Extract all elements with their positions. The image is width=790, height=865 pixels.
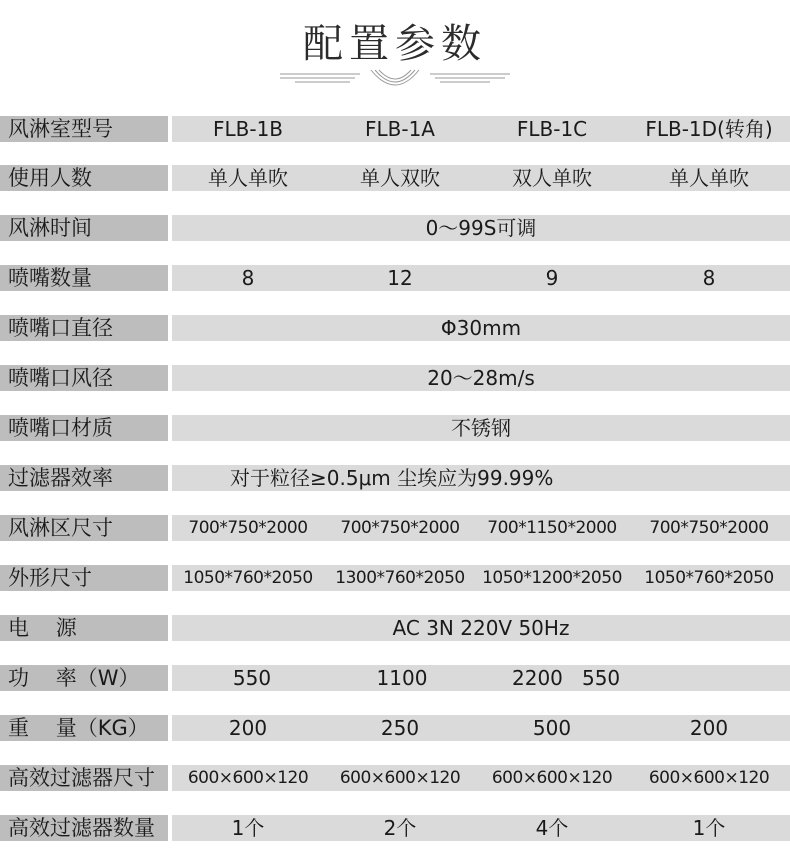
value-cell: 1300*760*2050: [335, 568, 465, 588]
value-cell: 700*750*2000: [188, 518, 308, 538]
row-values: [172, 715, 790, 741]
table-row: [0, 165, 790, 191]
value-cell: FLB-1D(转角): [645, 117, 773, 141]
row-label: 喷嘴数量: [0, 265, 168, 291]
value-cell: 4个: [535, 816, 569, 840]
value-cell: 单人双吹: [360, 166, 440, 190]
row-values: [172, 265, 790, 291]
value-cell: FLB-1B: [212, 117, 284, 141]
row-label: 风淋室型号: [0, 116, 168, 142]
row-label: 过滤器效率: [0, 465, 168, 491]
row-label: 喷嘴口材质: [0, 415, 168, 441]
table-row: [0, 215, 790, 241]
value-cell: 双人单吹: [512, 166, 592, 190]
row-values: [172, 415, 790, 441]
value-cell: 1100: [376, 666, 428, 690]
value-cell: 单人单吹: [208, 166, 288, 190]
value-cell: 1个: [231, 816, 265, 840]
row-label: 功 率（W）: [0, 665, 168, 691]
value-cell: 对于粒径≥0.5μm 尘埃应为99.99%: [230, 466, 554, 490]
table-row: [0, 665, 790, 691]
row-values: [172, 315, 790, 341]
value-cell: 700*750*2000: [340, 518, 460, 538]
row-label: 使用人数: [0, 165, 168, 191]
sound-wave-decoration: [275, 66, 515, 96]
value-cell: 700*1150*2000: [487, 518, 617, 538]
row-label: 风淋时间: [0, 215, 168, 241]
value-cell: 0～99S可调: [425, 216, 537, 240]
row-values: [172, 116, 790, 142]
table-row: [0, 565, 790, 591]
value-cell: 2200 550: [512, 666, 621, 690]
value-cell: 600×600×120: [648, 768, 770, 788]
row-values: [172, 165, 790, 191]
row-values: [172, 515, 790, 541]
row-values: [172, 615, 790, 641]
value-cell: 8: [702, 266, 716, 290]
row-values: [172, 565, 790, 591]
table-row: [0, 515, 790, 541]
value-cell: 1个: [692, 816, 726, 840]
row-values: [172, 815, 790, 841]
table-row: [0, 815, 790, 841]
value-cell: 700*750*2000: [649, 518, 769, 538]
table-row: [0, 465, 790, 491]
row-values: [172, 665, 790, 691]
table-row: [0, 415, 790, 441]
table-row: [0, 365, 790, 391]
row-label: 重 量（KG）: [0, 715, 168, 741]
row-values: [172, 765, 790, 791]
value-cell: 20～28m/s: [427, 366, 535, 390]
row-values: [172, 465, 790, 491]
value-cell: 500: [532, 716, 572, 740]
row-label: 喷嘴口直径: [0, 315, 168, 341]
table-row: [0, 615, 790, 641]
value-cell: 200: [228, 716, 268, 740]
table-row: [0, 265, 790, 291]
value-cell: AC 3N 220V 50Hz: [392, 616, 570, 640]
value-cell: 12: [387, 266, 413, 290]
page-title: 配置参数: [303, 21, 487, 67]
value-cell: 不锈钢: [451, 416, 511, 440]
value-cell: 1050*760*2050: [644, 568, 774, 588]
value-cell: FLB-1A: [365, 117, 435, 141]
value-cell: 1050*760*2050: [183, 568, 313, 588]
table-row: [0, 315, 790, 341]
value-cell: 200: [689, 716, 729, 740]
value-cell: 250: [380, 716, 420, 740]
table-row: [0, 116, 790, 142]
row-values: [172, 365, 790, 391]
row-label: 电 源: [0, 615, 168, 641]
value-cell: 600×600×120: [187, 768, 309, 788]
value-cell: 2个: [383, 816, 417, 840]
table-row: [0, 715, 790, 741]
table-row: [0, 765, 790, 791]
value-cell: 单人单吹: [669, 166, 749, 190]
row-values: [172, 215, 790, 241]
value-cell: Φ30mm: [440, 316, 522, 340]
value-cell: 9: [545, 266, 559, 290]
value-cell: 600×600×120: [339, 768, 461, 788]
value-cell: 1050*1200*2050: [482, 568, 622, 588]
value-cell: 550: [232, 666, 272, 690]
value-cell: 600×600×120: [491, 768, 613, 788]
row-label: 风淋区尺寸: [0, 515, 168, 541]
row-label: 外形尺寸: [0, 565, 168, 591]
row-label: 喷嘴口风径: [0, 365, 168, 391]
value-cell: 8: [241, 266, 255, 290]
row-label: 高效过滤器数量: [0, 815, 168, 841]
value-cell: FLB-1C: [516, 117, 588, 141]
row-label: 高效过滤器尺寸: [0, 765, 168, 791]
